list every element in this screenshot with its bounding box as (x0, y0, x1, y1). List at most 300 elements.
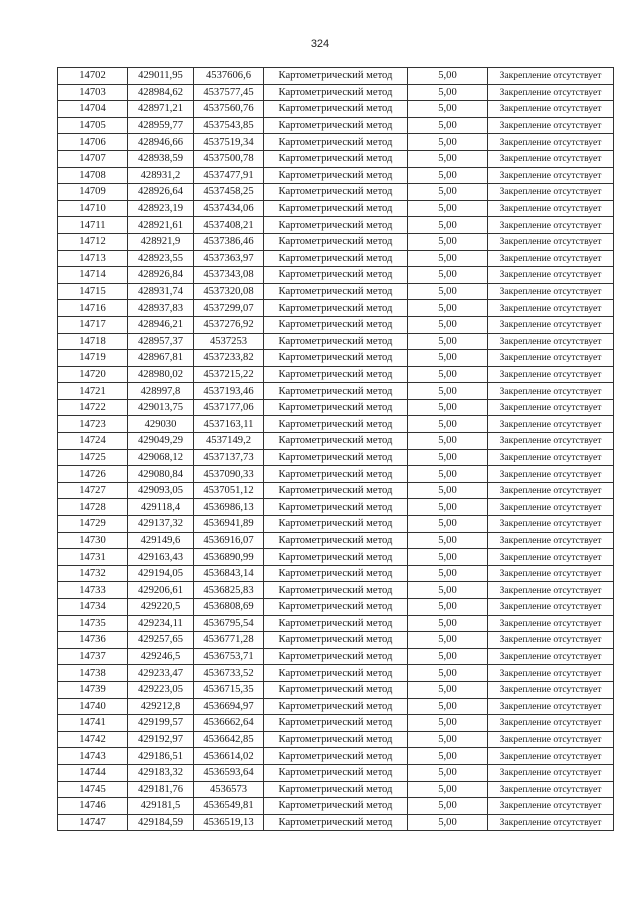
y-coordinate-cell: 4536843,14 (194, 565, 264, 582)
precision-cell: 5,00 (408, 84, 488, 101)
point-number-cell: 14719 (58, 350, 128, 367)
point-number-cell: 14703 (58, 84, 128, 101)
y-coordinate-cell: 4537543,85 (194, 117, 264, 134)
fixation-note-cell: Закрепление отсутствует (488, 283, 614, 300)
y-coordinate-cell: 4537560,76 (194, 101, 264, 118)
precision-cell: 5,00 (408, 350, 488, 367)
method-cell: Картометрический метод (264, 698, 408, 715)
point-number-cell: 14732 (58, 565, 128, 582)
table-row (58, 184, 614, 201)
y-coordinate-cell: 4537458,25 (194, 184, 264, 201)
precision-cell: 5,00 (408, 748, 488, 765)
x-coordinate-cell: 429184,59 (128, 814, 194, 831)
method-cell: Картометрический метод (264, 366, 408, 383)
point-number-cell: 14722 (58, 399, 128, 416)
fixation-note-cell: Закрепление отсутствует (488, 532, 614, 549)
table-row (58, 366, 614, 383)
precision-cell: 5,00 (408, 632, 488, 649)
method-cell: Картометрический метод (264, 300, 408, 317)
table-row (58, 84, 614, 101)
x-coordinate-cell: 428984,62 (128, 84, 194, 101)
point-number-cell: 14726 (58, 466, 128, 483)
method-cell: Картометрический метод (264, 764, 408, 781)
fixation-note-cell: Закрепление отсутствует (488, 433, 614, 450)
y-coordinate-cell: 4536808,69 (194, 599, 264, 616)
fixation-note-cell: Закрепление отсутствует (488, 715, 614, 732)
precision-cell: 5,00 (408, 283, 488, 300)
y-coordinate-cell: 4537363,97 (194, 250, 264, 267)
precision-cell: 5,00 (408, 233, 488, 250)
y-coordinate-cell: 4536573 (194, 781, 264, 798)
x-coordinate-cell: 428946,21 (128, 316, 194, 333)
table-row (58, 615, 614, 632)
point-number-cell: 14746 (58, 798, 128, 815)
point-number-cell: 14708 (58, 167, 128, 184)
x-coordinate-cell: 428959,77 (128, 117, 194, 134)
table-row (58, 482, 614, 499)
table-row (58, 549, 614, 566)
x-coordinate-cell: 429183,32 (128, 764, 194, 781)
fixation-note-cell: Закрепление отсутствует (488, 200, 614, 217)
y-coordinate-cell: 4536662,64 (194, 715, 264, 732)
method-cell: Картометрический метод (264, 200, 408, 217)
table-row (58, 814, 614, 831)
method-cell: Картометрический метод (264, 117, 408, 134)
y-coordinate-cell: 4536986,13 (194, 499, 264, 516)
y-coordinate-cell: 4536549,81 (194, 798, 264, 815)
x-coordinate-cell: 428946,66 (128, 134, 194, 151)
x-coordinate-cell: 428938,59 (128, 150, 194, 167)
precision-cell: 5,00 (408, 764, 488, 781)
table-row (58, 233, 614, 250)
table-row (58, 300, 614, 317)
method-cell: Картометрический метод (264, 283, 408, 300)
x-coordinate-cell: 429080,84 (128, 466, 194, 483)
fixation-note-cell: Закрепление отсутствует (488, 764, 614, 781)
point-number-cell: 14742 (58, 731, 128, 748)
table-row (58, 250, 614, 267)
method-cell: Картометрический метод (264, 814, 408, 831)
y-coordinate-cell: 4537215,22 (194, 366, 264, 383)
point-number-cell: 14706 (58, 134, 128, 151)
point-number-cell: 14745 (58, 781, 128, 798)
y-coordinate-cell: 4536733,52 (194, 665, 264, 682)
y-coordinate-cell: 4536916,07 (194, 532, 264, 549)
y-coordinate-cell: 4537408,21 (194, 217, 264, 234)
method-cell: Картометрический метод (264, 599, 408, 616)
table-row (58, 283, 614, 300)
table-row (58, 798, 614, 815)
method-cell: Картометрический метод (264, 798, 408, 815)
point-number-cell: 14725 (58, 449, 128, 466)
x-coordinate-cell: 429257,65 (128, 632, 194, 649)
x-coordinate-cell: 429234,11 (128, 615, 194, 632)
fixation-note-cell: Закрепление отсутствует (488, 648, 614, 665)
y-coordinate-cell: 4537163,11 (194, 416, 264, 433)
fixation-note-cell: Закрепление отсутствует (488, 383, 614, 400)
table-row (58, 715, 614, 732)
precision-cell: 5,00 (408, 615, 488, 632)
point-number-cell: 14714 (58, 267, 128, 284)
y-coordinate-cell: 4537320,08 (194, 283, 264, 300)
table-row (58, 599, 614, 616)
precision-cell: 5,00 (408, 482, 488, 499)
fixation-note-cell: Закрепление отсутствует (488, 814, 614, 831)
table-row (58, 665, 614, 682)
y-coordinate-cell: 4537137,73 (194, 449, 264, 466)
y-coordinate-cell: 4536593,64 (194, 764, 264, 781)
precision-cell: 5,00 (408, 731, 488, 748)
method-cell: Картометрический метод (264, 565, 408, 582)
precision-cell: 5,00 (408, 217, 488, 234)
point-number-cell: 14734 (58, 599, 128, 616)
y-coordinate-cell: 4536771,28 (194, 632, 264, 649)
fixation-note-cell: Закрепление отсутствует (488, 350, 614, 367)
point-number-cell: 14733 (58, 582, 128, 599)
x-coordinate-cell: 429011,95 (128, 68, 194, 85)
x-coordinate-cell: 428926,64 (128, 184, 194, 201)
x-coordinate-cell: 429137,32 (128, 516, 194, 533)
fixation-note-cell: Закрепление отсутствует (488, 416, 614, 433)
precision-cell: 5,00 (408, 366, 488, 383)
precision-cell: 5,00 (408, 681, 488, 698)
table-row (58, 333, 614, 350)
y-coordinate-cell: 4536753,71 (194, 648, 264, 665)
precision-cell: 5,00 (408, 383, 488, 400)
method-cell: Картометрический метод (264, 350, 408, 367)
point-number-cell: 14729 (58, 516, 128, 533)
method-cell: Картометрический метод (264, 549, 408, 566)
precision-cell: 5,00 (408, 267, 488, 284)
point-number-cell: 14737 (58, 648, 128, 665)
fixation-note-cell: Закрепление отсутствует (488, 499, 614, 516)
x-coordinate-cell: 428971,21 (128, 101, 194, 118)
y-coordinate-cell: 4536941,89 (194, 516, 264, 533)
x-coordinate-cell: 429013,75 (128, 399, 194, 416)
x-coordinate-cell: 429068,12 (128, 449, 194, 466)
table-row (58, 134, 614, 151)
precision-cell: 5,00 (408, 416, 488, 433)
point-number-cell: 14744 (58, 764, 128, 781)
method-cell: Картометрический метод (264, 383, 408, 400)
precision-cell: 5,00 (408, 449, 488, 466)
precision-cell: 5,00 (408, 316, 488, 333)
y-coordinate-cell: 4536694,97 (194, 698, 264, 715)
precision-cell: 5,00 (408, 117, 488, 134)
table-row (58, 433, 614, 450)
method-cell: Картометрический метод (264, 433, 408, 450)
point-number-cell: 14723 (58, 416, 128, 433)
x-coordinate-cell: 428931,74 (128, 283, 194, 300)
x-coordinate-cell: 428921,9 (128, 233, 194, 250)
y-coordinate-cell: 4537343,08 (194, 267, 264, 284)
precision-cell: 5,00 (408, 665, 488, 682)
precision-cell: 5,00 (408, 433, 488, 450)
point-number-cell: 14721 (58, 383, 128, 400)
table-row (58, 416, 614, 433)
fixation-note-cell: Закрепление отсутствует (488, 333, 614, 350)
fixation-note-cell: Закрепление отсутствует (488, 665, 614, 682)
fixation-note-cell: Закрепление отсутствует (488, 466, 614, 483)
precision-cell: 5,00 (408, 582, 488, 599)
fixation-note-cell: Закрепление отсутствует (488, 184, 614, 201)
table-row (58, 731, 614, 748)
x-coordinate-cell: 429149,6 (128, 532, 194, 549)
point-number-cell: 14717 (58, 316, 128, 333)
y-coordinate-cell: 4536519,13 (194, 814, 264, 831)
table-row (58, 449, 614, 466)
precision-cell: 5,00 (408, 101, 488, 118)
fixation-note-cell: Закрепление отсутствует (488, 565, 614, 582)
method-cell: Картометрический метод (264, 316, 408, 333)
method-cell: Картометрический метод (264, 233, 408, 250)
fixation-note-cell: Закрепление отсутствует (488, 366, 614, 383)
method-cell: Картометрический метод (264, 466, 408, 483)
x-coordinate-cell: 429212,8 (128, 698, 194, 715)
y-coordinate-cell: 4537233,82 (194, 350, 264, 367)
method-cell: Картометрический метод (264, 184, 408, 201)
y-coordinate-cell: 4537577,45 (194, 84, 264, 101)
fixation-note-cell: Закрепление отсутствует (488, 250, 614, 267)
point-number-cell: 14738 (58, 665, 128, 682)
method-cell: Картометрический метод (264, 250, 408, 267)
method-cell: Картометрический метод (264, 648, 408, 665)
y-coordinate-cell: 4537386,46 (194, 233, 264, 250)
method-cell: Картометрический метод (264, 499, 408, 516)
fixation-note-cell: Закрепление отсутствует (488, 150, 614, 167)
y-coordinate-cell: 4537434,06 (194, 200, 264, 217)
fixation-note-cell: Закрепление отсутствует (488, 582, 614, 599)
point-number-cell: 14728 (58, 499, 128, 516)
point-number-cell: 14731 (58, 549, 128, 566)
precision-cell: 5,00 (408, 781, 488, 798)
precision-cell: 5,00 (408, 300, 488, 317)
method-cell: Картометрический метод (264, 715, 408, 732)
y-coordinate-cell: 4537051,12 (194, 482, 264, 499)
table-row (58, 267, 614, 284)
fixation-note-cell: Закрепление отсутствует (488, 698, 614, 715)
fixation-note-cell: Закрепление отсутствует (488, 217, 614, 234)
point-number-cell: 14727 (58, 482, 128, 499)
fixation-note-cell: Закрепление отсутствует (488, 549, 614, 566)
table-row (58, 632, 614, 649)
method-cell: Картометрический метод (264, 781, 408, 798)
y-coordinate-cell: 4537193,46 (194, 383, 264, 400)
method-cell: Картометрический метод (264, 532, 408, 549)
fixation-note-cell: Закрепление отсутствует (488, 233, 614, 250)
method-cell: Картометрический метод (264, 101, 408, 118)
fixation-note-cell: Закрепление отсутствует (488, 781, 614, 798)
precision-cell: 5,00 (408, 516, 488, 533)
fixation-note-cell: Закрепление отсутствует (488, 516, 614, 533)
point-number-cell: 14735 (58, 615, 128, 632)
precision-cell: 5,00 (408, 68, 488, 85)
method-cell: Картометрический метод (264, 84, 408, 101)
x-coordinate-cell: 428997,8 (128, 383, 194, 400)
x-coordinate-cell: 428923,55 (128, 250, 194, 267)
x-coordinate-cell: 429223,05 (128, 681, 194, 698)
table-row (58, 466, 614, 483)
precision-cell: 5,00 (408, 499, 488, 516)
fixation-note-cell: Закрепление отсутствует (488, 449, 614, 466)
fixation-note-cell: Закрепление отсутствует (488, 84, 614, 101)
fixation-note-cell: Закрепление отсутствует (488, 267, 614, 284)
x-coordinate-cell: 429030 (128, 416, 194, 433)
table-row (58, 516, 614, 533)
x-coordinate-cell: 429220,5 (128, 599, 194, 616)
fixation-note-cell: Закрепление отсутствует (488, 615, 614, 632)
precision-cell: 5,00 (408, 399, 488, 416)
point-number-cell: 14707 (58, 150, 128, 167)
table-row (58, 499, 614, 516)
table-row (58, 383, 614, 400)
page-number: 324 (310, 38, 330, 50)
method-cell: Картометрический метод (264, 134, 408, 151)
point-number-cell: 14730 (58, 532, 128, 549)
table-row (58, 582, 614, 599)
table-row (58, 217, 614, 234)
table-row (58, 648, 614, 665)
x-coordinate-cell: 428921,61 (128, 217, 194, 234)
x-coordinate-cell: 428926,84 (128, 267, 194, 284)
point-number-cell: 14718 (58, 333, 128, 350)
method-cell: Картометрический метод (264, 449, 408, 466)
point-number-cell: 14704 (58, 101, 128, 118)
point-number-cell: 14743 (58, 748, 128, 765)
y-coordinate-cell: 4537276,92 (194, 316, 264, 333)
x-coordinate-cell: 429194,05 (128, 565, 194, 582)
y-coordinate-cell: 4537519,34 (194, 134, 264, 151)
method-cell: Картометрический метод (264, 681, 408, 698)
table-row (58, 150, 614, 167)
precision-cell: 5,00 (408, 150, 488, 167)
fixation-note-cell: Закрепление отсутствует (488, 748, 614, 765)
y-coordinate-cell: 4537149,2 (194, 433, 264, 450)
x-coordinate-cell: 429186,51 (128, 748, 194, 765)
precision-cell: 5,00 (408, 549, 488, 566)
point-number-cell: 14720 (58, 366, 128, 383)
precision-cell: 5,00 (408, 200, 488, 217)
coordinates-table (57, 67, 614, 831)
fixation-note-cell: Закрепление отсутствует (488, 399, 614, 416)
x-coordinate-cell: 429233,47 (128, 665, 194, 682)
table-row (58, 200, 614, 217)
fixation-note-cell: Закрепление отсутствует (488, 482, 614, 499)
point-number-cell: 14713 (58, 250, 128, 267)
point-number-cell: 14711 (58, 217, 128, 234)
table-row (58, 748, 614, 765)
point-number-cell: 14702 (58, 68, 128, 85)
method-cell: Картометрический метод (264, 748, 408, 765)
y-coordinate-cell: 4536614,02 (194, 748, 264, 765)
method-cell: Картометрический метод (264, 615, 408, 632)
point-number-cell: 14736 (58, 632, 128, 649)
point-number-cell: 14716 (58, 300, 128, 317)
precision-cell: 5,00 (408, 250, 488, 267)
precision-cell: 5,00 (408, 333, 488, 350)
fixation-note-cell: Закрепление отсутствует (488, 731, 614, 748)
table-row (58, 117, 614, 134)
table-row (58, 565, 614, 582)
coordinates-table-body (58, 68, 614, 831)
table-row (58, 698, 614, 715)
method-cell: Картометрический метод (264, 150, 408, 167)
x-coordinate-cell: 429163,43 (128, 549, 194, 566)
table-row (58, 350, 614, 367)
method-cell: Картометрический метод (264, 731, 408, 748)
fixation-note-cell: Закрепление отсутствует (488, 134, 614, 151)
precision-cell: 5,00 (408, 715, 488, 732)
precision-cell: 5,00 (408, 599, 488, 616)
fixation-note-cell: Закрепление отсутствует (488, 300, 614, 317)
point-number-cell: 14739 (58, 681, 128, 698)
method-cell: Картометрический метод (264, 516, 408, 533)
y-coordinate-cell: 4536642,85 (194, 731, 264, 748)
method-cell: Картометрический метод (264, 416, 408, 433)
precision-cell: 5,00 (408, 814, 488, 831)
method-cell: Картометрический метод (264, 482, 408, 499)
x-coordinate-cell: 428980,02 (128, 366, 194, 383)
method-cell: Картометрический метод (264, 217, 408, 234)
x-coordinate-cell: 429181,5 (128, 798, 194, 815)
fixation-note-cell: Закрепление отсутствует (488, 798, 614, 815)
y-coordinate-cell: 4537477,91 (194, 167, 264, 184)
table-row (58, 781, 614, 798)
table-row (58, 68, 614, 85)
x-coordinate-cell: 429192,97 (128, 731, 194, 748)
method-cell: Картометрический метод (264, 582, 408, 599)
precision-cell: 5,00 (408, 466, 488, 483)
method-cell: Картометрический метод (264, 167, 408, 184)
table-row (58, 101, 614, 118)
x-coordinate-cell: 429181,76 (128, 781, 194, 798)
y-coordinate-cell: 4536825,83 (194, 582, 264, 599)
point-number-cell: 14709 (58, 184, 128, 201)
method-cell: Картометрический метод (264, 333, 408, 350)
method-cell: Картометрический метод (264, 399, 408, 416)
fixation-note-cell: Закрепление отсутствует (488, 316, 614, 333)
x-coordinate-cell: 429118,4 (128, 499, 194, 516)
point-number-cell: 14740 (58, 698, 128, 715)
table-row (58, 167, 614, 184)
y-coordinate-cell: 4536890,99 (194, 549, 264, 566)
x-coordinate-cell: 429246,5 (128, 648, 194, 665)
table-row (58, 399, 614, 416)
fixation-note-cell: Закрепление отсутствует (488, 167, 614, 184)
method-cell: Картометрический метод (264, 68, 408, 85)
point-number-cell: 14715 (58, 283, 128, 300)
method-cell: Картометрический метод (264, 665, 408, 682)
fixation-note-cell: Закрепление отсутствует (488, 117, 614, 134)
x-coordinate-cell: 428923,19 (128, 200, 194, 217)
point-number-cell: 14705 (58, 117, 128, 134)
x-coordinate-cell: 429093,05 (128, 482, 194, 499)
y-coordinate-cell: 4537090,33 (194, 466, 264, 483)
y-coordinate-cell: 4537299,07 (194, 300, 264, 317)
table-row (58, 681, 614, 698)
fixation-note-cell: Закрепление отсутствует (488, 68, 614, 85)
point-number-cell: 14741 (58, 715, 128, 732)
point-number-cell: 14712 (58, 233, 128, 250)
precision-cell: 5,00 (408, 184, 488, 201)
y-coordinate-cell: 4537253 (194, 333, 264, 350)
point-number-cell: 14747 (58, 814, 128, 831)
x-coordinate-cell: 429199,57 (128, 715, 194, 732)
precision-cell: 5,00 (408, 698, 488, 715)
x-coordinate-cell: 428931,2 (128, 167, 194, 184)
fixation-note-cell: Закрепление отсутствует (488, 632, 614, 649)
x-coordinate-cell: 429206,61 (128, 582, 194, 599)
